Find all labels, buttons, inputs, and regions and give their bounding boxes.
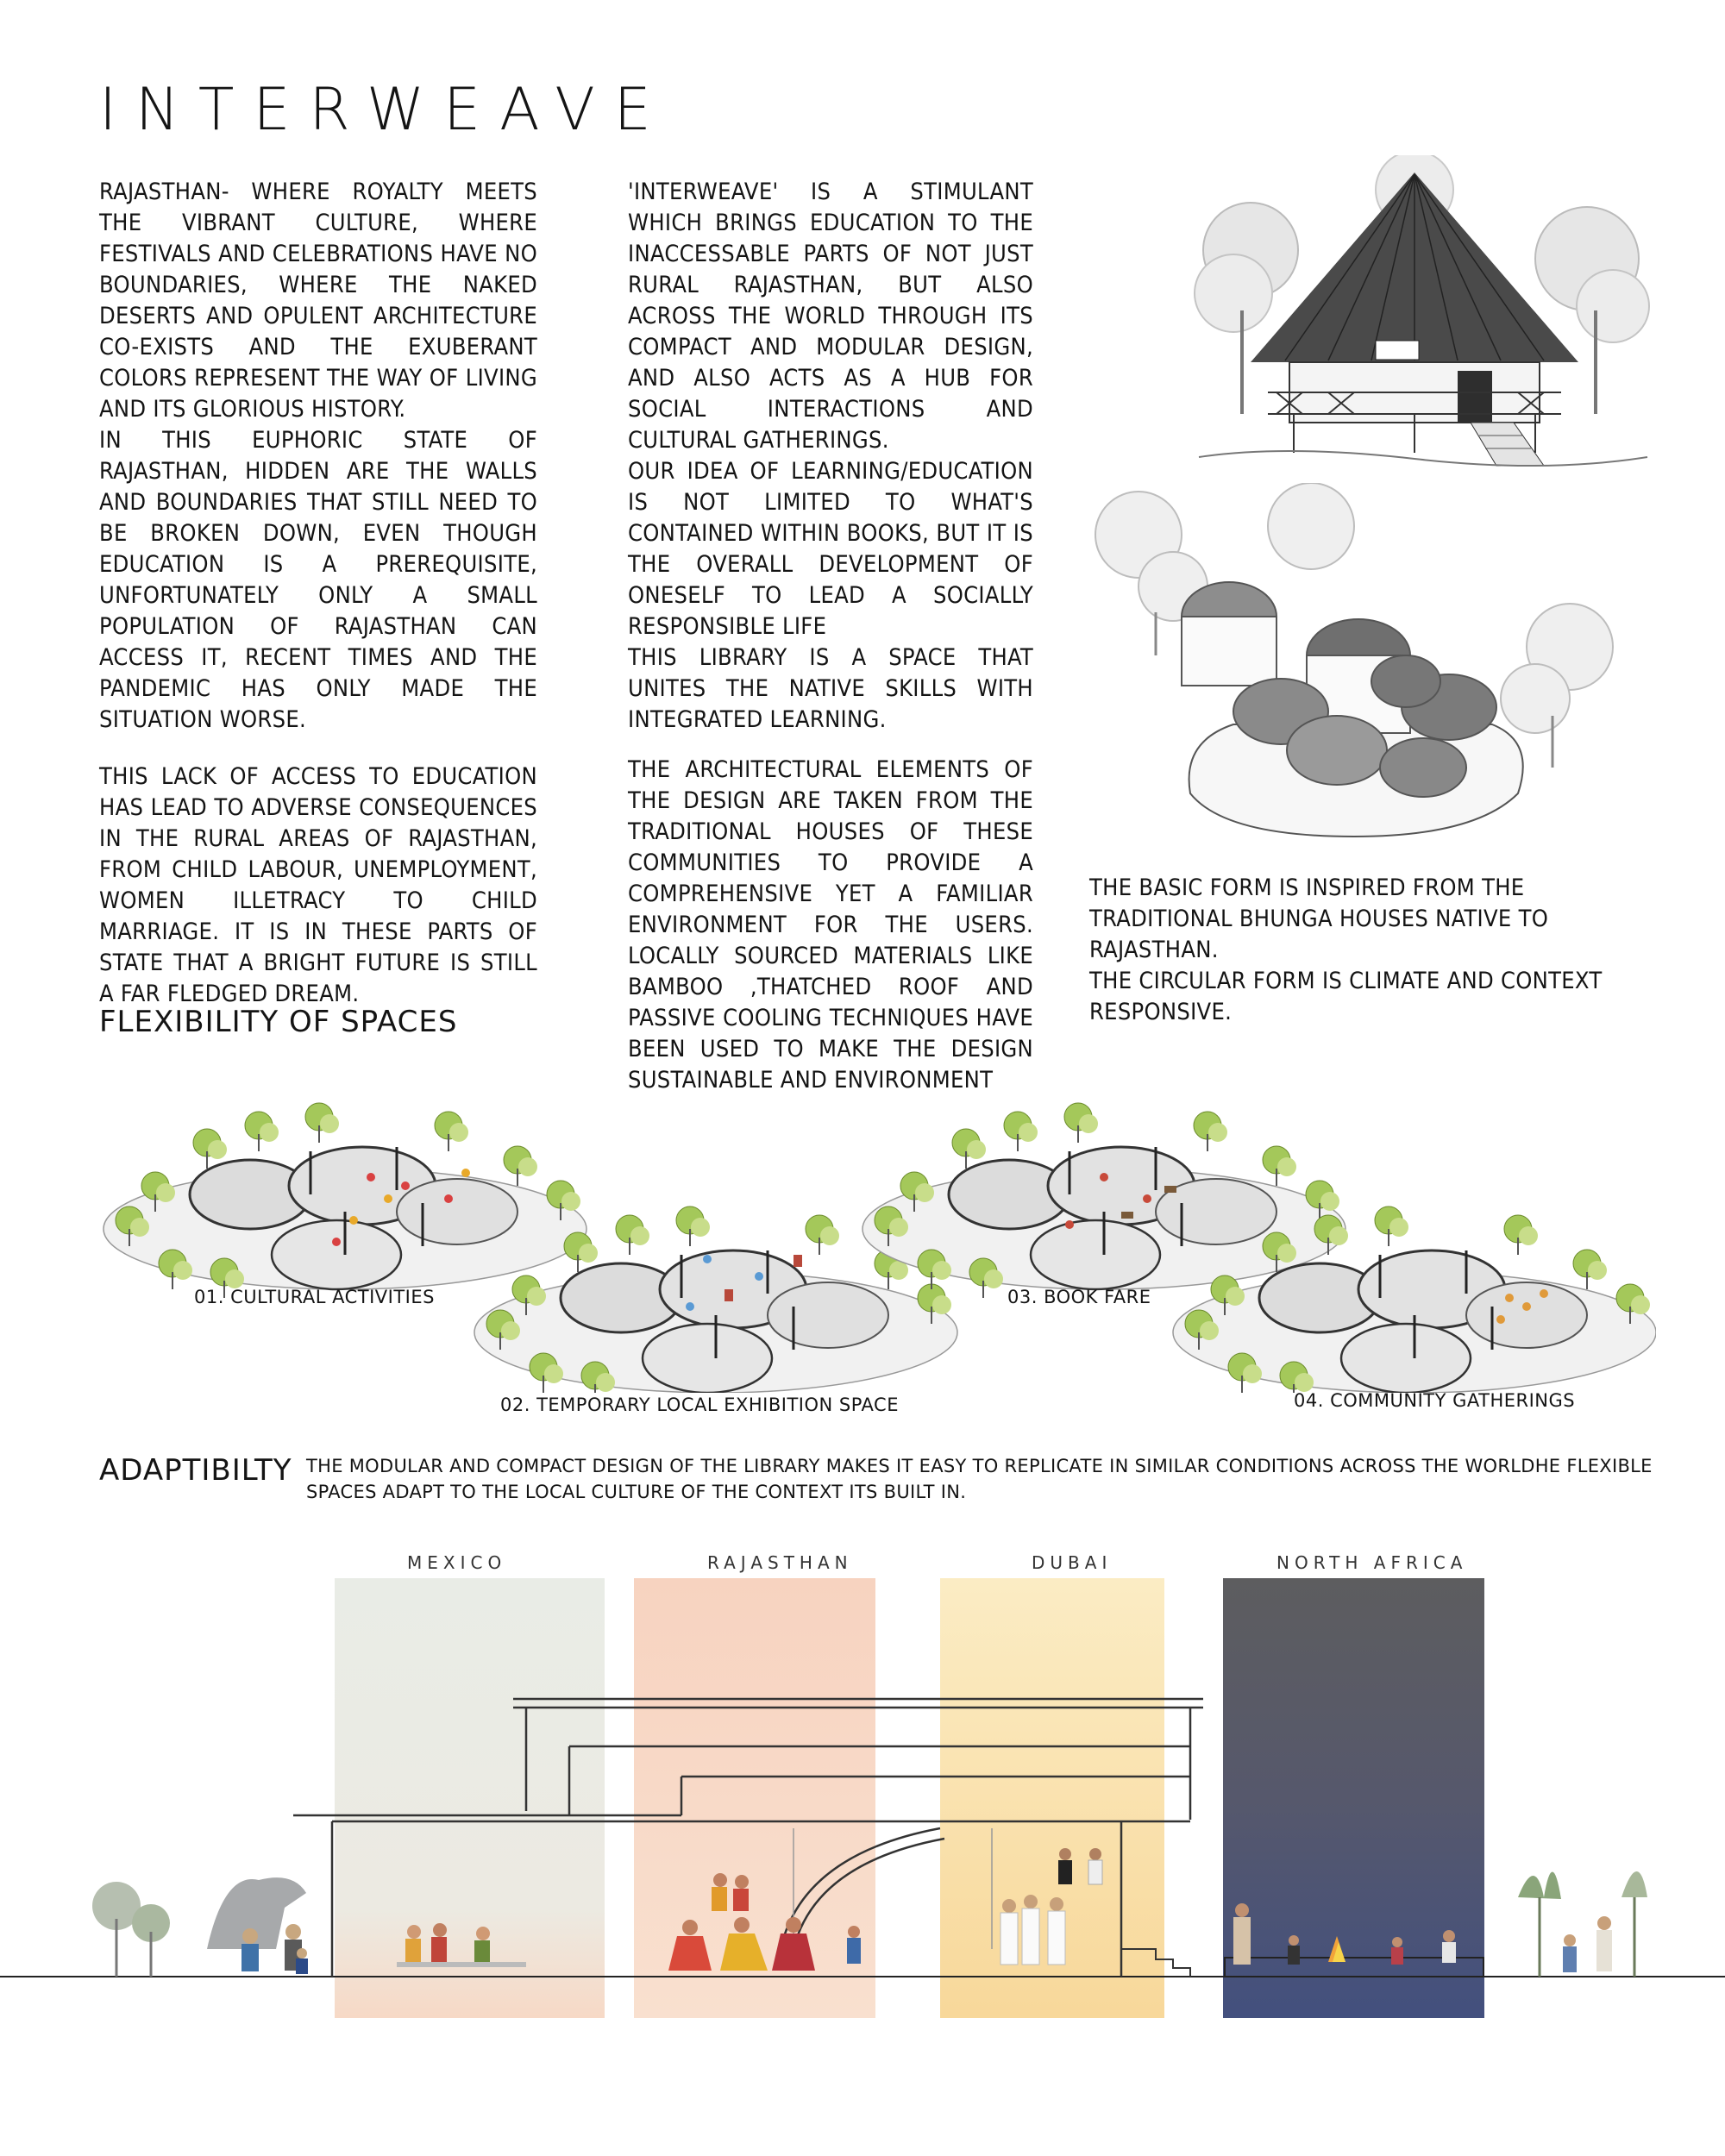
intro-middle-paragraph-3: THIS LIBRARY IS A SPACE THAT UNITES THE NATIVE SKILLS WITH INTEGRATED LEARNING. [628,644,1033,733]
bhunga-hut-sketch [1182,155,1665,483]
adaptability-heading: ADAPTIBILTY [99,1453,292,1488]
page-title: INTERWEAVE [99,76,670,144]
flexibility-caption-2: 02. TEMPORARY LOCAL EXHIBITION SPACE [500,1395,899,1415]
intro-middle-paragraph-1: 'INTERWEAVE' IS A STIMULANT WHICH BRINGS EDUCATION TO THE INACCESSABLE PARTS OF NOT JUST RURAL RAJASTHAN, BUT ALSO ACROSS THE WORLD THROUGH ITS COMPACT AND MODULAR DESIGN, AND ALSO ACTS AS A HUB FOR SOCIAL INTERACTIONS AND CULTURAL GATHERINGS. [628,179,1033,454]
intro-left-paragraph-3: THIS LACK OF ACCESS TO EDUCATION HAS LEAD TO ADVERSE CONSEQUENCES IN THE RURAL AREAS OF RAJASTHAN, FROM CHILD LABOUR, UNEMPLOYMENT, WOMEN ILLETRACY TO CHILD MARRIAGE. IT IS IN THESE PARTS OF STATE THAT A BRIGHT FUTURE IS STILL A FAR FLEDGED DREAM. [99,763,537,1007]
flexibility-diagrams [86,1048,1656,1393]
intro-left-paragraph-1: RAJASTHAN- WHERE ROYALTY MEETS THE VIBRANT CULTURE, WHERE FESTIVALS AND CELEBRATIONS HAVE NO BOUNDARIES, WHERE THE NAKED DESERTS AND OPULENT ARCHITECTURE CO-EXISTS AND THE EXUBERANT COLORS REPRESENT THE WAY OF LIVING AND ITS GLORIOUS HISTORY. [99,179,537,423]
flexibility-caption-4: 04. COMMUNITY GATHERINGS [1294,1390,1576,1411]
intro-middle-paragraph-4: THE ARCHITECTURAL ELEMENTS OF THE DESIGN ARE TAKEN FROM THE TRADITIONAL HOUSES OF THESE COMMUNITIES TO PROVIDE A COMPREHENSIVE YET A FAMILIAR ENVIRONMENT FOR THE USERS. LOCALLY SOURCED MATERIALS LIKE BAMBOO ,THATCHED ROOF AND PASSIVE COOLING TECHNIQUES HAVE BEEN USED TO MAKE THE DESIGN SUSTAINABLE AND ENVIRONMENT [628,756,1033,1094]
intro-middle-column [628,177,1033,1096]
adaptability-text: THE MODULAR AND COMPACT DESIGN OF THE LIBRARY MAKES IT EASY TO REPLICATE IN SIMILAR CONDITIONS ACROSS THE WORLDHE FLEXIBLE SPACES ADAPT TO THE LOCAL CULTURE OF THE CONTEXT ITS BUILT IN. [306,1456,1653,1502]
region-label-dubai: DUBAI [1032,1552,1113,1573]
region-label-north-africa: NORTH AFRICA [1276,1552,1468,1573]
region-panel-mexico [335,1578,605,2018]
adaptability-section-drawing [0,1570,1725,2035]
flexibility-caption-1: 01. CULTURAL ACTIVITIES [194,1287,435,1307]
region-label-rajasthan: RAJASTHAN [707,1552,853,1573]
region-label-mexico: MEXICO [407,1552,507,1573]
intro-middle-paragraph-2: OUR IDEA OF LEARNING/EDUCATION IS NOT LIMITED TO WHAT'S CONTAINED WITHIN BOOKS, BUT IT IS THE OVERALL DEVELOPMENT OF ONESELF TO LEAD A SOCIALLY RESPONSIBLE LIFE [628,458,1033,640]
form-note-paragraph-1: THE BASIC FORM IS INSPIRED FROM THE TRADITIONAL BHUNGA HOUSES NATIVE TO RAJASTHAN. [1089,874,1549,963]
form-note-paragraph-2: THE CIRCULAR FORM IS CLIMATE AND CONTEXT RESPONSIVE. [1089,968,1603,1025]
flexibility-heading: FLEXIBILITY OF SPACES [99,1005,458,1039]
form-note [1089,873,1650,1028]
bhunga-cluster-sketch [1087,483,1622,854]
intro-left-column [99,177,537,1010]
intro-left-paragraph-2: IN THIS EUPHORIC STATE OF RAJASTHAN, HIDDEN ARE THE WALLS AND BOUNDARIES THAT STILL NEED TO BE BROKEN DOWN, EVEN THOUGH EDUCATION IS A PREREQUISITE, UNFORTUNATELY ONLY A SMALL POPULATION OF RAJASTHAN CAN ACCESS IT, RECENT TIMES AND THE PANDEMIC HAS ONLY MADE THE SITUATION WORSE. [99,427,537,733]
flexibility-caption-3: 03. BOOK FARE [1007,1287,1151,1307]
